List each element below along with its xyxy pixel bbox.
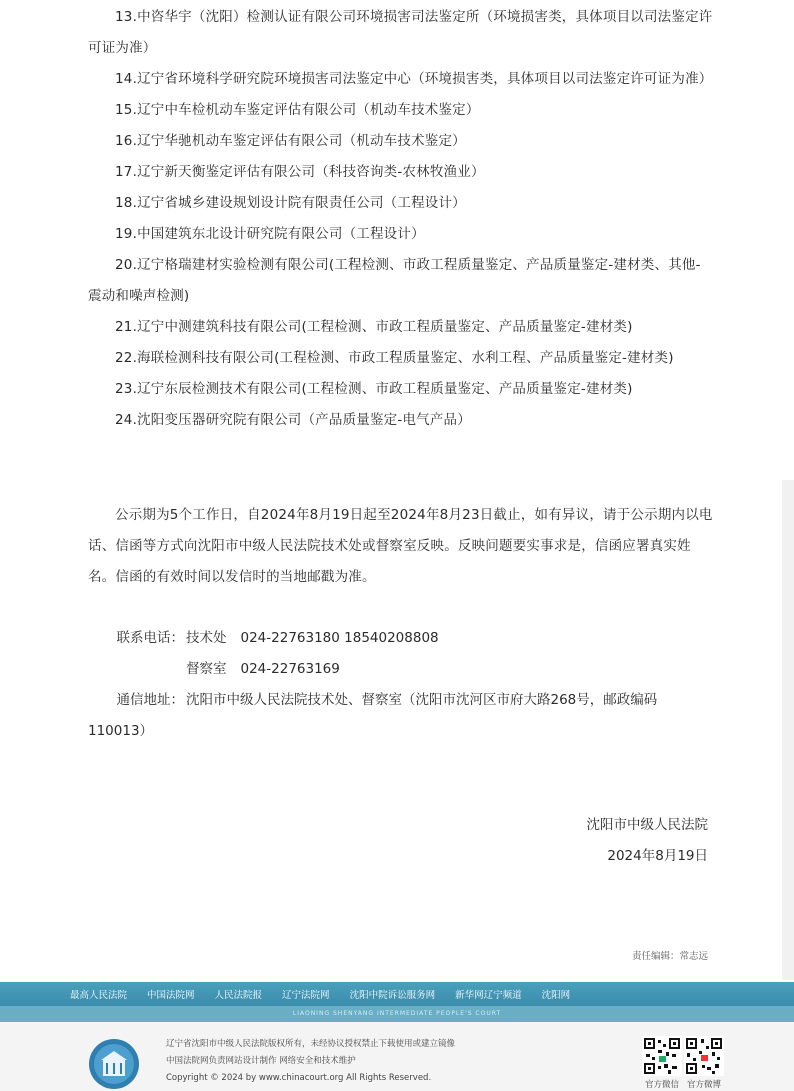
site-footer xyxy=(0,1022,794,1091)
list-item: 22.海联检测科技有限公司(工程检测、市政工程质量鉴定、水利工程、产品质量鉴定-建材类) xyxy=(115,350,674,366)
weibo-qr-icon[interactable] xyxy=(684,1036,724,1076)
footer-line3: Copyright © 2024 by www.chinacourt.org All Rights Reserved. xyxy=(166,1073,432,1083)
inspect-office-label: 督察室 xyxy=(186,661,227,677)
list-item: 24.沈阳变压器研究院有限公司（产品质量鉴定-电气产品） xyxy=(115,412,471,428)
footer-nav xyxy=(0,982,794,1006)
signature-date: 2024年8月19日 xyxy=(607,848,708,864)
signature-org: 沈阳市中级人民法院 xyxy=(586,817,708,833)
notice-paragraph: 公示期为5个工作日，自2024年8月19日起至2024年8月23日截止，如有异议，请于公示期内以电话、信函等方式向沈阳市中级人民法院技术处或督察室反映。反映问题要实事求是，信函应署真实姓名。信函的有效时间以发信时的当地邮戳为准。 xyxy=(88,507,713,585)
footer-subbar: LIAONING SHENYANG INTERMEDIATE PEOPLE'S COURT xyxy=(0,1006,794,1022)
tech-office-label: 技术处 xyxy=(186,630,227,646)
tech-phone-numbers: 024-22763180 18540208808 xyxy=(240,630,439,646)
contact-section xyxy=(88,623,718,747)
notice-section xyxy=(88,500,718,593)
list-item: 16.辽宁华驰机动车鉴定评估有限公司（机动车技术鉴定） xyxy=(115,133,466,149)
inspect-phone-number: 024-22763169 xyxy=(240,661,340,677)
nav-link-chinacourt[interactable]: 中国法院网 xyxy=(147,990,195,1001)
scrollbar[interactable] xyxy=(782,480,794,980)
list-item: 20.辽宁格瑞建材实验检测有限公司(工程检测、市政工程质量鉴定、产品质量鉴定-建材类、其他-震动和噪声检测) xyxy=(88,257,701,304)
list-item: 19.中国建筑东北设计研究院有限公司（工程设计） xyxy=(115,226,425,242)
footer-line1: 辽宁省沈阳市中级人民法院版权所有，未经协议授权禁止下载使用或建立镜像 xyxy=(166,1039,456,1049)
address-line2: 110013） xyxy=(88,723,154,739)
nav-link-litigation-service[interactable]: 沈阳中院诉讼服务网 xyxy=(349,990,436,1001)
responsible-editor: 责任编辑：常志远 xyxy=(631,951,708,962)
nav-link-shenyang-net[interactable]: 沈阳网 xyxy=(541,990,571,1001)
address-label: 通信地址： xyxy=(116,692,184,708)
contact-inspect-row xyxy=(88,654,718,685)
contact-phone-row xyxy=(88,623,718,654)
court-emblem-icon xyxy=(88,1038,140,1090)
nav-link-court-daily[interactable]: 人民法院报 xyxy=(214,990,263,1001)
institution-list xyxy=(88,0,713,436)
list-item: 15.辽宁中车检机动车鉴定评估有限公司（机动车技术鉴定） xyxy=(115,102,480,118)
list-item: 18.辽宁省城乡建设规划设计院有限责任公司（工程设计） xyxy=(115,195,466,211)
list-item: 13.中咨华宇（沈阳）检测认证有限公司环境损害司法鉴定所（环境损害类，具体项目以司法鉴定许可证为准） xyxy=(88,9,713,56)
contact-address-row xyxy=(88,685,718,716)
nav-link-xinhua-liaoning[interactable]: 新华网辽宁频道 xyxy=(455,990,522,1001)
weibo-label: 官方微博 xyxy=(686,1080,721,1090)
phone-label: 联系电话： xyxy=(116,630,184,646)
wechat-qr-icon[interactable] xyxy=(642,1036,682,1076)
nav-link-liaoning-court[interactable]: 辽宁法院网 xyxy=(282,990,330,1001)
footer-copyright xyxy=(166,1036,455,1087)
nav-link-supreme-court[interactable]: 最高人民法院 xyxy=(70,990,128,1001)
list-item: 14.辽宁省环境科学研究院环境损害司法鉴定中心（环境损害类，具体项目以司法鉴定许可证为准） xyxy=(115,71,713,87)
list-item: 17.辽宁新天衡鉴定评估有限公司（科技咨询类-农林牧渔业） xyxy=(115,164,485,180)
list-item: 23.辽宁东辰检测技术有限公司(工程检测、市政工程质量鉴定、产品质量鉴定-建材类) xyxy=(115,381,633,397)
footer-line2: 中国法院网负责网站设计制作 网络安全和技术维护 xyxy=(166,1056,356,1066)
wechat-label: 官方微信 xyxy=(644,1080,679,1090)
list-item: 21.辽宁中测建筑科技有限公司(工程检测、市政工程质量鉴定、产品质量鉴定-建材类) xyxy=(115,319,633,335)
address-line1: 沈阳市中级人民法院技术处、督察室（沈阳市沈河区市府大路268号，邮政编码 xyxy=(186,692,658,708)
signature-block xyxy=(587,810,709,872)
